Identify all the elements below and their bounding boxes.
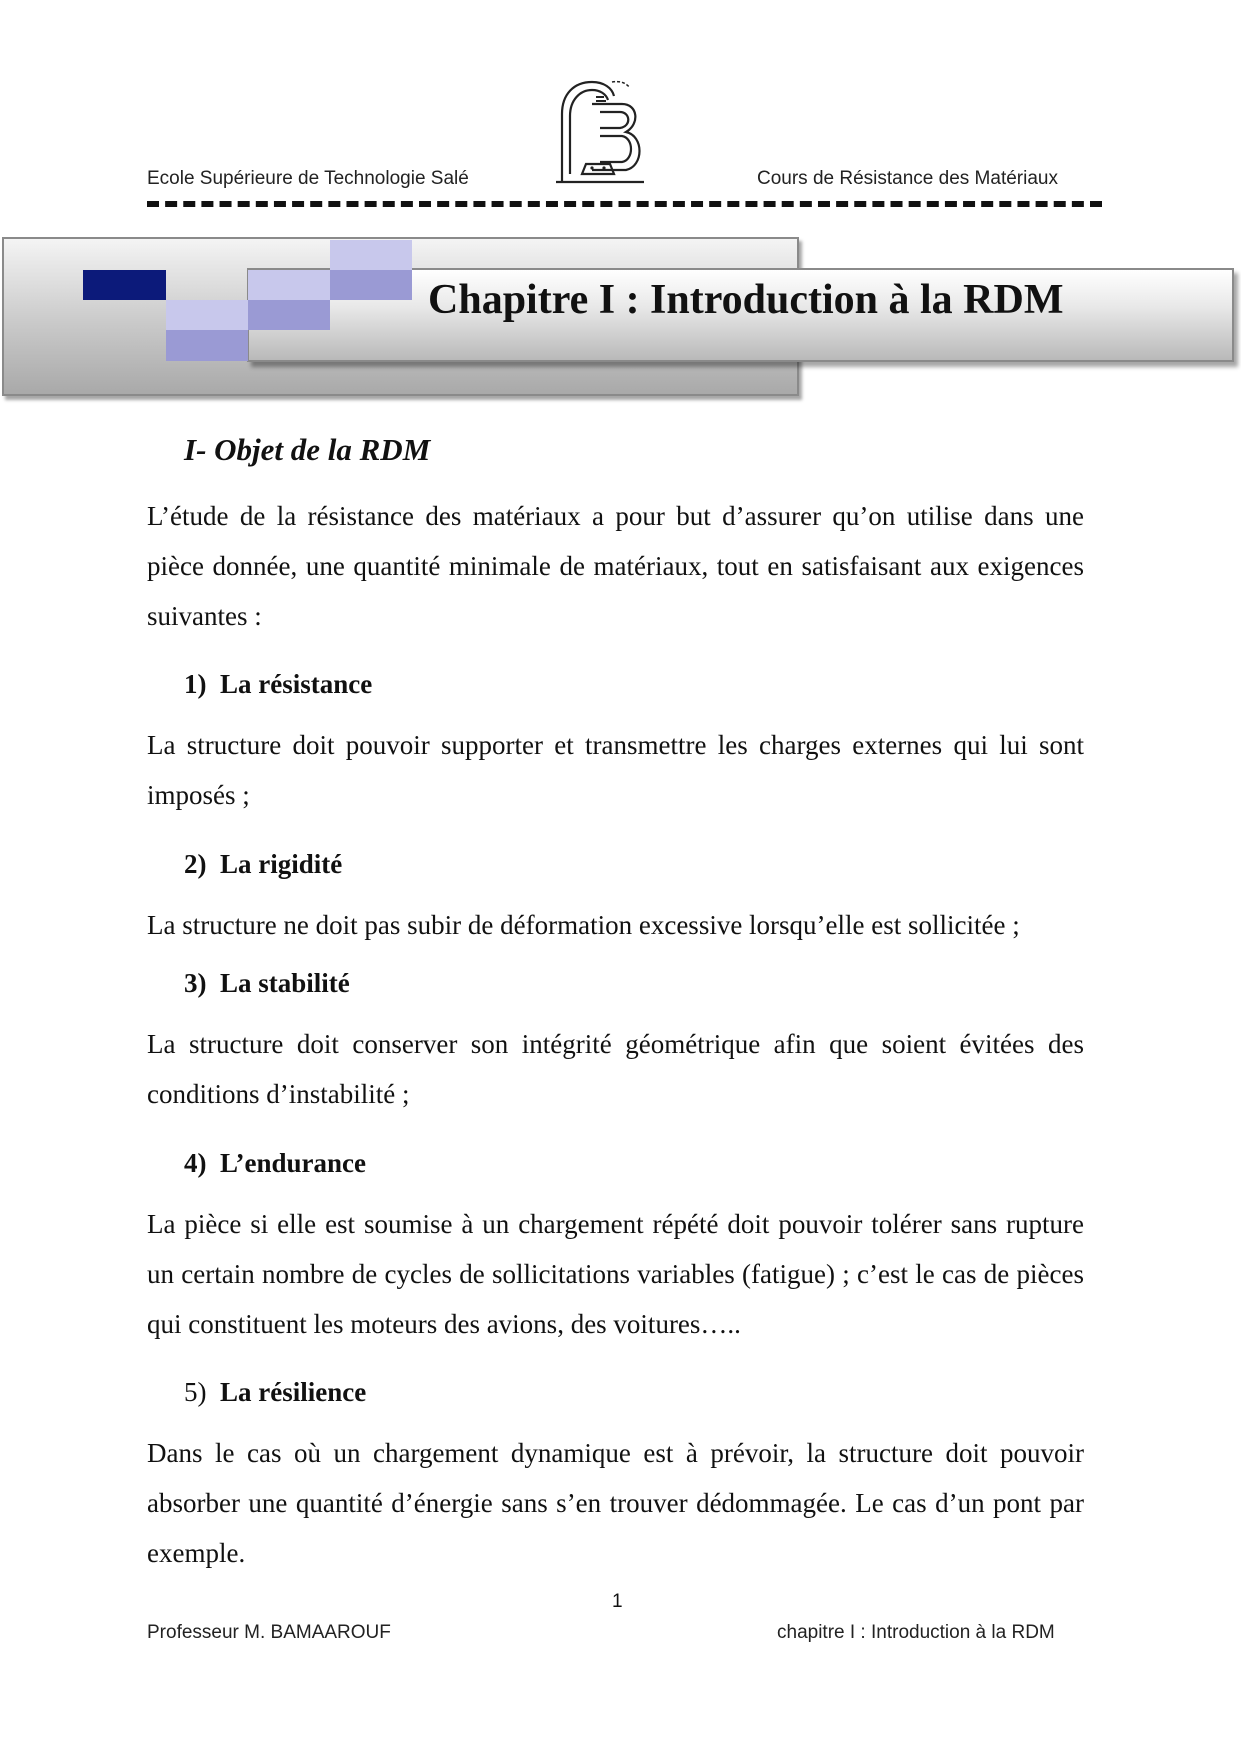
item-text-rigidite: La structure ne doit pas subir de déformation excessive lorsqu’elle est sollicitée ; bbox=[147, 910, 1020, 940]
item-text-stabilite: La structure doit conserver son intégrité géométrique afin que soient évitées des conditions d’instabilité ; bbox=[147, 1029, 1084, 1109]
section-heading: I- Objet de la RDM bbox=[184, 432, 431, 467]
school-logo-icon bbox=[552, 74, 648, 186]
item-heading-rigidite bbox=[184, 849, 342, 880]
item-number: 1) bbox=[184, 669, 207, 699]
item-title: La stabilité bbox=[220, 968, 350, 998]
item-number: 4) bbox=[184, 1148, 207, 1178]
header-course: Cours de Résistance des Matériaux bbox=[757, 168, 1058, 189]
item-heading-stabilite bbox=[184, 968, 350, 999]
item-number: 3) bbox=[184, 968, 207, 998]
item-title: La résistance bbox=[220, 669, 373, 699]
footer-author: Professeur M. BAMAAROUF bbox=[147, 1622, 391, 1643]
item-title: La résilience bbox=[220, 1377, 367, 1407]
page-number: 1 bbox=[612, 1591, 623, 1612]
chapter-title: Chapitre I : Introduction à la RDM bbox=[428, 277, 1064, 323]
item-text-resistance: La structure doit pouvoir supporter et transmettre les charges externes qui lui sont imposés ; bbox=[147, 730, 1084, 810]
header-school: Ecole Supérieure de Technologie Salé bbox=[147, 168, 469, 189]
header-divider bbox=[147, 201, 1102, 207]
item-title: L’endurance bbox=[220, 1148, 367, 1178]
item-heading-resistance bbox=[184, 669, 372, 700]
footer-chapter: chapitre I : Introduction à la RDM bbox=[777, 1622, 1055, 1643]
item-number: 2) bbox=[184, 849, 207, 879]
item-text-endurance: La pièce si elle est soumise à un chargement répété doit pouvoir tolérer sans rupture un certain nombre de cycles de sollicitations variables (fatigue) ; c’est le cas de pièces qui constituent les moteurs des avions, des voitures….. bbox=[147, 1209, 1084, 1339]
intro-paragraph: L’étude de la résistance des matériaux a pour but d’assurer qu’on utilise dans une pièce donnée, une quantité minimale de matériaux, tout en satisfaisant aux exigences suivantes : bbox=[147, 501, 1084, 631]
item-heading-resilience bbox=[184, 1377, 366, 1408]
item-title: La rigidité bbox=[220, 849, 343, 879]
item-number: 5) bbox=[184, 1377, 207, 1407]
item-heading-endurance bbox=[184, 1148, 366, 1179]
item-text-resilience: Dans le cas où un chargement dynamique est à prévoir, la structure doit pouvoir absorber une quantité d’énergie sans s’en trouver dédommagée. Le cas d’un pont par exemple. bbox=[147, 1438, 1084, 1568]
